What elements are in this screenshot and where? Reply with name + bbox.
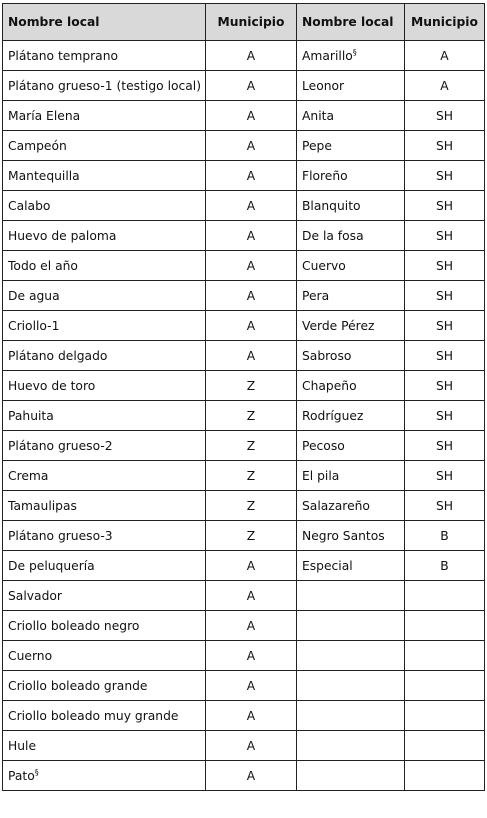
cell-nombre-local-1-text: Cuerno <box>8 648 53 663</box>
cell-nombre-local-1-text: Tamaulipas <box>8 498 77 513</box>
cell-municipio-2 <box>405 71 485 101</box>
cell-municipio-1-text: A <box>246 768 256 783</box>
cell-municipio-1 <box>206 71 297 101</box>
cell-municipio-2 <box>405 401 485 431</box>
cell-nombre-local-1 <box>3 71 206 101</box>
cell-nombre-local-1-text: María Elena <box>8 108 81 123</box>
cell-municipio-2-text: A <box>440 78 449 93</box>
cell-nombre-local-2 <box>297 761 405 791</box>
cell-nombre-local-2-footnote-mark: § <box>352 47 357 57</box>
cell-municipio-2-text: SH <box>435 228 454 243</box>
cell-nombre-local-2 <box>297 731 405 761</box>
cell-municipio-2-text: A <box>440 48 449 63</box>
cell-nombre-local-2 <box>297 581 405 611</box>
cell-municipio-2 <box>405 731 485 761</box>
cell-nombre-local-1 <box>3 431 206 461</box>
cell-municipio-2-text: SH <box>435 438 454 453</box>
cell-municipio-2 <box>405 311 485 341</box>
cell-municipio-2-text: SH <box>435 348 454 363</box>
cell-municipio-1 <box>206 281 297 311</box>
cell-nombre-local-2-text: Anita <box>302 108 334 123</box>
cell-municipio-1-text: Z <box>246 468 256 483</box>
cell-municipio-1 <box>206 581 297 611</box>
table-row <box>3 71 485 101</box>
cell-municipio-1-text: A <box>246 648 256 663</box>
table-row <box>3 671 485 701</box>
cell-municipio-1-text: A <box>246 318 256 333</box>
cell-municipio-2 <box>405 701 485 731</box>
table-row <box>3 551 485 581</box>
cell-municipio-1 <box>206 611 297 641</box>
cell-municipio-1-text: A <box>246 198 256 213</box>
cell-nombre-local-2 <box>297 461 405 491</box>
table-body <box>3 41 485 791</box>
cell-nombre-local-2-text: Chapeño <box>302 378 357 393</box>
cell-nombre-local-2-text: Blanquito <box>302 198 361 213</box>
cell-municipio-2-text: SH <box>435 498 454 513</box>
cell-municipio-1 <box>206 41 297 71</box>
cell-municipio-2-text: SH <box>435 318 454 333</box>
cell-municipio-2 <box>405 551 485 581</box>
cell-municipio-2 <box>405 101 485 131</box>
cell-municipio-2 <box>405 191 485 221</box>
table-row <box>3 701 485 731</box>
cell-nombre-local-2 <box>297 101 405 131</box>
cell-nombre-local-1 <box>3 701 206 731</box>
cell-nombre-local-2 <box>297 221 405 251</box>
cell-nombre-local-1-text: Salvador <box>8 588 62 603</box>
cell-municipio-2-text: SH <box>435 408 454 423</box>
table-row <box>3 281 485 311</box>
cell-municipio-1-text: Z <box>246 378 256 393</box>
cell-nombre-local-2-text: Rodríguez <box>302 408 364 423</box>
cell-nombre-local-1 <box>3 131 206 161</box>
cell-municipio-2-text: SH <box>435 198 454 213</box>
cell-nombre-local-1-text: Mantequilla <box>8 168 80 183</box>
table-row <box>3 251 485 281</box>
cell-municipio-1-text: A <box>246 708 256 723</box>
cell-municipio-2 <box>405 491 485 521</box>
cell-municipio-2-text: SH <box>435 108 454 123</box>
cell-municipio-1 <box>206 551 297 581</box>
cell-municipio-2-text: SH <box>435 288 454 303</box>
cell-nombre-local-2-text: De la fosa <box>302 228 364 243</box>
cell-municipio-2 <box>405 581 485 611</box>
table-row <box>3 41 485 71</box>
cell-nombre-local-1 <box>3 191 206 221</box>
cell-nombre-local-1 <box>3 401 206 431</box>
cell-municipio-2 <box>405 161 485 191</box>
cell-nombre-local-1-text: Pato <box>8 768 35 783</box>
cell-nombre-local-1-text: Criollo-1 <box>8 318 60 333</box>
header-nombre-local-2: Nombre local <box>297 4 405 41</box>
cell-nombre-local-2-text: Sabroso <box>302 348 352 363</box>
cell-nombre-local-2 <box>297 281 405 311</box>
cell-municipio-1 <box>206 311 297 341</box>
cell-municipio-1 <box>206 431 297 461</box>
cell-nombre-local-2 <box>297 551 405 581</box>
cell-municipio-1 <box>206 131 297 161</box>
cell-municipio-2-text: B <box>440 528 449 543</box>
cell-nombre-local-2 <box>297 611 405 641</box>
cell-municipio-1 <box>206 251 297 281</box>
cell-nombre-local-1 <box>3 221 206 251</box>
cell-municipio-2-text: SH <box>435 468 454 483</box>
cell-municipio-1-text: Z <box>246 438 256 453</box>
cell-nombre-local-1 <box>3 161 206 191</box>
cell-nombre-local-1 <box>3 731 206 761</box>
cell-nombre-local-1 <box>3 491 206 521</box>
table-row <box>3 521 485 551</box>
cell-nombre-local-1-text: Huevo de toro <box>8 378 96 393</box>
cell-municipio-1-text: A <box>246 228 256 243</box>
cell-nombre-local-2-text: Pecoso <box>302 438 345 453</box>
cell-nombre-local-1 <box>3 461 206 491</box>
cell-municipio-2 <box>405 761 485 791</box>
cell-nombre-local-1 <box>3 101 206 131</box>
header-municipio-2: Municipio <box>405 4 485 41</box>
cell-municipio-2 <box>405 641 485 671</box>
cell-municipio-2-text: SH <box>435 168 454 183</box>
cell-municipio-1-text: Z <box>246 528 256 543</box>
cell-municipio-2 <box>405 671 485 701</box>
table-row <box>3 371 485 401</box>
cell-nombre-local-2 <box>297 371 405 401</box>
cell-municipio-1 <box>206 491 297 521</box>
cell-nombre-local-1 <box>3 281 206 311</box>
cell-municipio-1-text: A <box>246 348 256 363</box>
cell-municipio-2 <box>405 281 485 311</box>
cell-nombre-local-1-text: Plátano temprano <box>8 48 119 63</box>
table-row <box>3 731 485 761</box>
table-row <box>3 611 485 641</box>
table-row <box>3 161 485 191</box>
cell-nombre-local-1-text: Criollo boleado muy grande <box>8 708 179 723</box>
cell-nombre-local-2-text: Verde Pérez <box>302 318 375 333</box>
table-row <box>3 221 485 251</box>
header-municipio-1: Municipio <box>206 4 297 41</box>
cell-nombre-local-1-text: Calabo <box>8 198 51 213</box>
cell-nombre-local-1 <box>3 251 206 281</box>
cell-nombre-local-1-text: Plátano delgado <box>8 348 108 363</box>
table-row <box>3 461 485 491</box>
cell-nombre-local-1-text: Huevo de paloma <box>8 228 117 243</box>
table-row <box>3 401 485 431</box>
cell-nombre-local-1 <box>3 581 206 611</box>
cell-municipio-1-text: A <box>246 108 256 123</box>
cell-municipio-1 <box>206 731 297 761</box>
cell-nombre-local-2 <box>297 401 405 431</box>
cell-nombre-local-2-text: El pila <box>302 468 340 483</box>
cell-nombre-local-1 <box>3 341 206 371</box>
cell-nombre-local-1-text: De peluquería <box>8 558 95 573</box>
cell-nombre-local-1-text: Plátano grueso-2 <box>8 438 113 453</box>
cell-municipio-1-text: A <box>246 138 256 153</box>
table-row <box>3 101 485 131</box>
cell-nombre-local-2 <box>297 521 405 551</box>
cell-nombre-local-1-footnote-mark: § <box>34 767 39 777</box>
cell-nombre-local-1 <box>3 671 206 701</box>
cell-municipio-1-text: A <box>246 558 256 573</box>
cell-nombre-local-1 <box>3 551 206 581</box>
header-nombre-local-1: Nombre local <box>3 4 206 41</box>
cell-nombre-local-2-text: Pera <box>302 288 330 303</box>
table-row <box>3 341 485 371</box>
cell-municipio-1-text: Z <box>246 498 256 513</box>
cell-nombre-local-1-text: Campeón <box>8 138 67 153</box>
cell-nombre-local-2 <box>297 431 405 461</box>
cell-nombre-local-2 <box>297 41 405 71</box>
cell-municipio-1 <box>206 191 297 221</box>
cell-nombre-local-2 <box>297 191 405 221</box>
cell-municipio-2-text: SH <box>435 378 454 393</box>
cell-municipio-2 <box>405 251 485 281</box>
cell-nombre-local-1-text: Plátano grueso-1 (testigo local) <box>8 78 202 93</box>
cell-municipio-1 <box>206 671 297 701</box>
cell-nombre-local-1 <box>3 611 206 641</box>
cell-nombre-local-1 <box>3 371 206 401</box>
cell-nombre-local-2 <box>297 311 405 341</box>
cell-municipio-1-text: A <box>246 738 256 753</box>
cell-nombre-local-2 <box>297 491 405 521</box>
cell-municipio-2-text: SH <box>435 138 454 153</box>
header-row <box>3 4 485 41</box>
cell-nombre-local-2-text: Pepe <box>302 138 332 153</box>
cell-nombre-local-2 <box>297 161 405 191</box>
cell-municipio-2 <box>405 461 485 491</box>
cell-nombre-local-2 <box>297 71 405 101</box>
table-row <box>3 491 485 521</box>
cell-municipio-1-text: A <box>246 588 256 603</box>
cell-nombre-local-1 <box>3 311 206 341</box>
varieties-table <box>2 3 485 791</box>
cell-municipio-1 <box>206 371 297 401</box>
cell-nombre-local-2-text: Negro Santos <box>302 528 385 543</box>
cell-nombre-local-1-text: Hule <box>8 738 37 753</box>
cell-municipio-1-text: A <box>246 288 256 303</box>
cell-nombre-local-1-text: Pahuita <box>8 408 54 423</box>
cell-nombre-local-1-text: Criollo boleado negro <box>8 618 140 633</box>
cell-municipio-2-text: SH <box>435 258 454 273</box>
cell-municipio-1-text: A <box>246 258 256 273</box>
cell-municipio-1 <box>206 101 297 131</box>
cell-municipio-2 <box>405 521 485 551</box>
cell-municipio-2-text: B <box>440 558 449 573</box>
cell-nombre-local-2 <box>297 131 405 161</box>
cell-municipio-1-text: A <box>246 618 256 633</box>
cell-municipio-1 <box>206 761 297 791</box>
cell-municipio-1-text: Z <box>246 408 256 423</box>
cell-municipio-2 <box>405 41 485 71</box>
cell-nombre-local-2-text: Floreño <box>302 168 348 183</box>
cell-nombre-local-1-text: De agua <box>8 288 60 303</box>
table-header <box>3 4 485 41</box>
cell-nombre-local-2-text: Cuervo <box>302 258 346 273</box>
cell-municipio-2 <box>405 371 485 401</box>
cell-municipio-1 <box>206 521 297 551</box>
cell-municipio-1 <box>206 401 297 431</box>
cell-nombre-local-2 <box>297 701 405 731</box>
cell-municipio-2 <box>405 341 485 371</box>
cell-municipio-1-text: A <box>246 78 256 93</box>
cell-nombre-local-1-text: Plátano grueso-3 <box>8 528 113 543</box>
cell-nombre-local-1-text: Todo el año <box>8 258 78 273</box>
cell-nombre-local-1 <box>3 761 206 791</box>
cell-nombre-local-1 <box>3 41 206 71</box>
cell-nombre-local-1 <box>3 521 206 551</box>
cell-municipio-1 <box>206 701 297 731</box>
cell-nombre-local-2-text: Leonor <box>302 78 345 93</box>
cell-nombre-local-2-text: Amarillo <box>302 48 353 63</box>
table-row <box>3 761 485 791</box>
table-row <box>3 581 485 611</box>
cell-nombre-local-1-text: Crema <box>8 468 49 483</box>
cell-nombre-local-2 <box>297 671 405 701</box>
cell-nombre-local-1-text: Criollo boleado grande <box>8 678 148 693</box>
cell-nombre-local-2-text: Salazareño <box>302 498 370 513</box>
cell-municipio-1 <box>206 341 297 371</box>
cell-municipio-1 <box>206 221 297 251</box>
cell-municipio-2 <box>405 221 485 251</box>
cell-municipio-2 <box>405 611 485 641</box>
table-row <box>3 431 485 461</box>
cell-nombre-local-2 <box>297 251 405 281</box>
table-row <box>3 311 485 341</box>
cell-municipio-1-text: A <box>246 48 256 63</box>
cell-municipio-1 <box>206 161 297 191</box>
cell-municipio-1 <box>206 641 297 671</box>
cell-municipio-2 <box>405 131 485 161</box>
cell-nombre-local-1 <box>3 641 206 671</box>
cell-nombre-local-2 <box>297 641 405 671</box>
table-row <box>3 131 485 161</box>
cell-municipio-1-text: A <box>246 168 256 183</box>
cell-municipio-1 <box>206 461 297 491</box>
cell-municipio-2 <box>405 431 485 461</box>
cell-nombre-local-2 <box>297 341 405 371</box>
cell-nombre-local-2-text: Especial <box>302 558 353 573</box>
table-row <box>3 191 485 221</box>
table-row <box>3 641 485 671</box>
cell-municipio-1-text: A <box>246 678 256 693</box>
